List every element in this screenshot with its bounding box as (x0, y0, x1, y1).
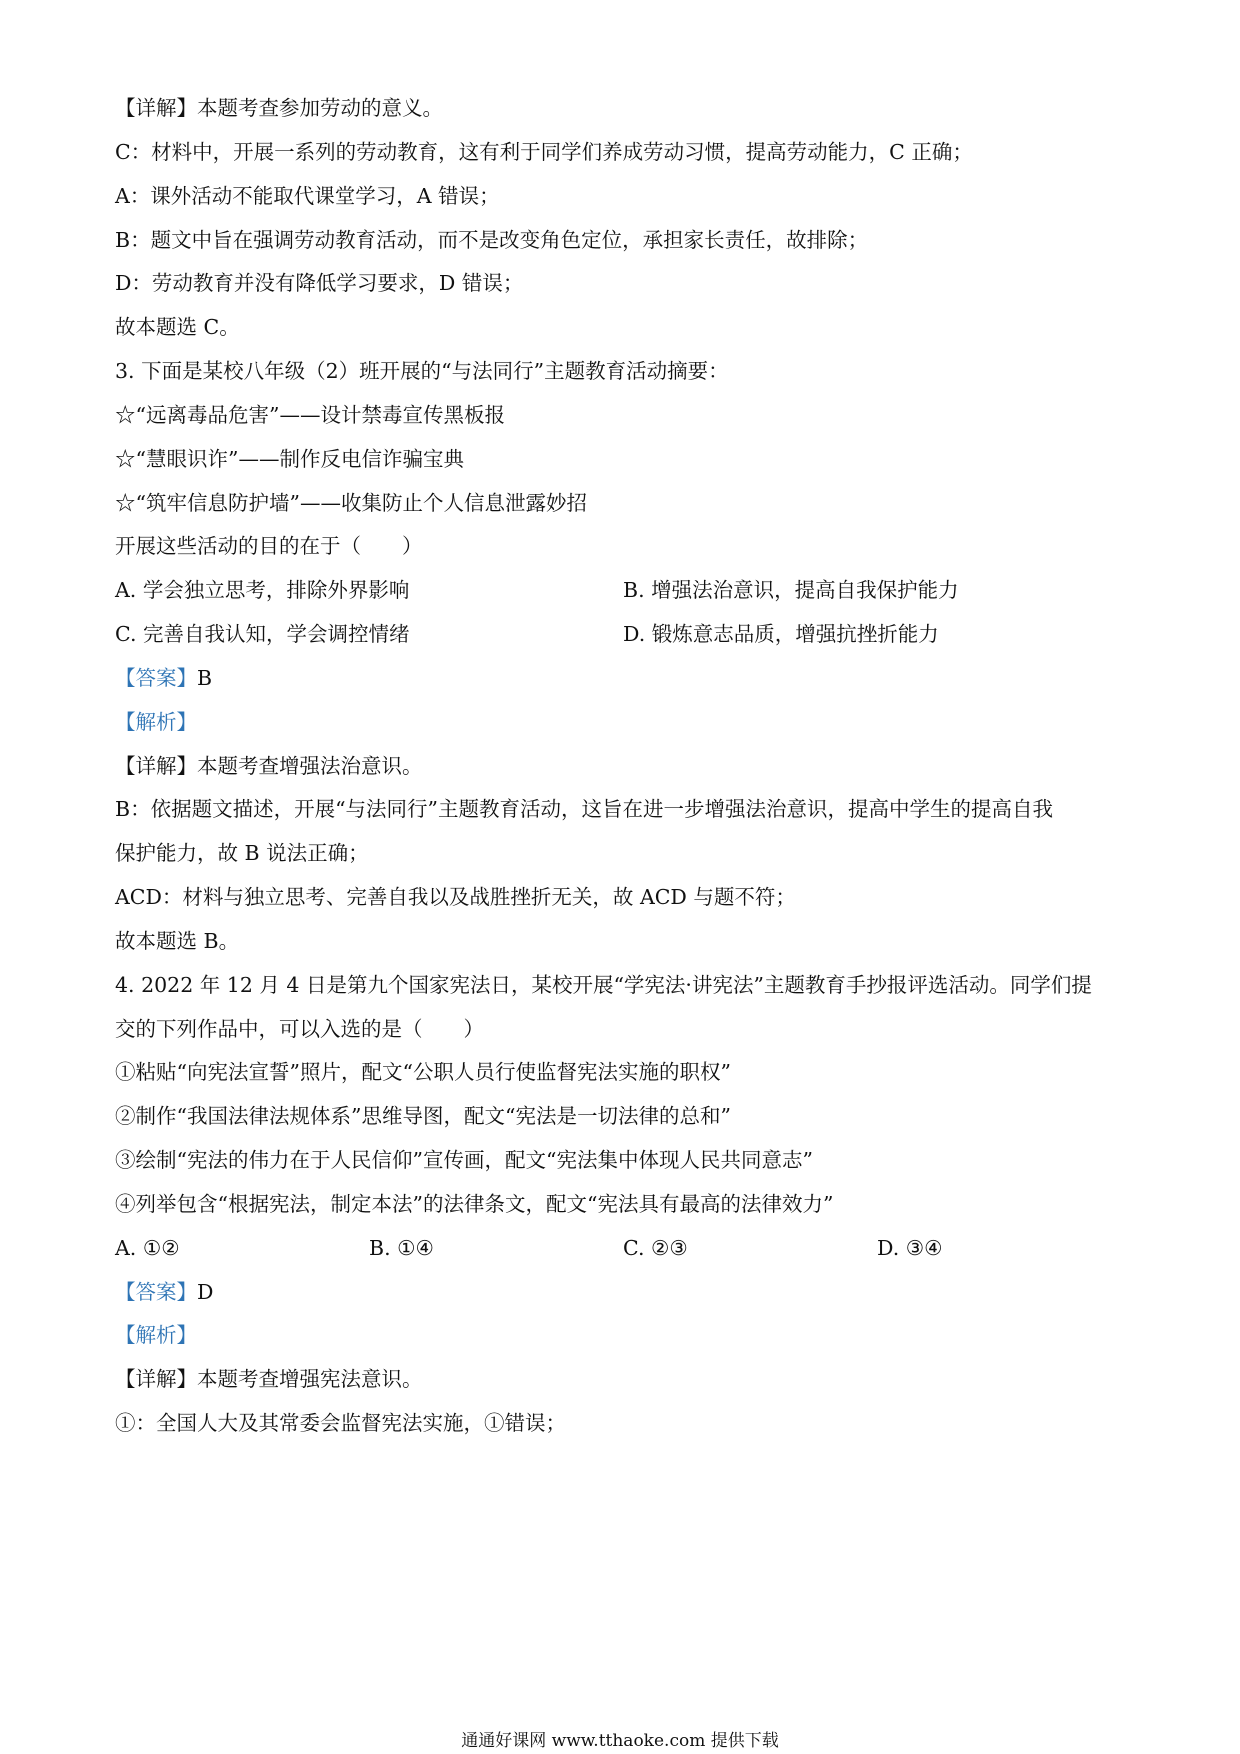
q3-item: ☆“筑牢信息防护墙”——收集防止个人信息泄露妙招 (115, 491, 587, 515)
q4-item: ③绘制“宪法的伟力在于人民信仰”宣传画，配文“宪法集中体现人民共同意志” (115, 1148, 813, 1172)
q4-option-c: C. ②③ (623, 1236, 688, 1260)
q3-item: ☆“慧眼识诈”——制作反电信诈骗宝典 (115, 447, 464, 471)
q2-option-d-analysis: D：劳动教育并没有降低学习要求，D 错误； (115, 271, 524, 295)
q3-detail: 【详解】本题考查增强法治意识。 (115, 754, 423, 778)
q3-option-a: A. 学会独立思考，排除外界影响 (115, 578, 410, 602)
q4-detail: 【详解】本题考查增强宪法意识。 (115, 1367, 423, 1391)
q2-option-b-analysis: B：题文中旨在强调劳动教育活动，而不是改变角色定位，承担家长责任，故排除； (115, 228, 869, 252)
q4-item: ①粘贴“向宪法宣誓”照片，配文“公职人员行使监督宪法实施的职权” (115, 1060, 731, 1084)
answer-value: B (197, 666, 213, 690)
footer-download-note: 通通好课网 www.tthaoke.com 提供下载 (461, 1731, 779, 1751)
q4-stem-line2: 交的下列作品中，可以入选的是（ ） (115, 1017, 484, 1041)
q4-option-a: A. ①② (115, 1236, 180, 1260)
answer-label: 【答案】 (115, 1280, 197, 1304)
q3-acd-analysis: ACD：材料与独立思考、完善自我以及战胜挫折无关，故 ACD 与题不符； (115, 885, 796, 909)
q3-stem: 3. 下面是某校八年级（2）班开展的“与法同行”主题教育活动摘要： (115, 359, 729, 383)
q4-analysis-label: 【解析】 (115, 1323, 197, 1347)
q2-detail: 【详解】本题考查参加劳动的意义。 (115, 96, 443, 120)
q4-item: ④列举包含“根据宪法，制定本法”的法律条文，配文“宪法具有最高的法律效力” (115, 1192, 834, 1216)
q2-option-c-analysis: C：材料中，开展一系列的劳动教育，这有利于同学们养成劳动习惯，提高劳动能力，C 正确； (115, 140, 973, 164)
q4-answer (115, 1278, 213, 1306)
q4-item: ②制作“我国法律法规体系”思维导图，配文“宪法是一切法律的总和” (115, 1104, 731, 1128)
q3-b-analysis-line1: B：依据题文描述，开展“与法同行”主题教育活动，这旨在进一步增强法治意识，提高中学生的提高自我 (115, 797, 1054, 821)
q3-option-c: C. 完善自我认知，学会调控情绪 (115, 622, 410, 646)
answer-label: 【答案】 (115, 666, 197, 690)
q4-option-b: B. ①④ (369, 1236, 434, 1260)
q2-option-a-analysis: A：课外活动不能取代课堂学习，A 错误； (115, 184, 500, 208)
q3-item: ☆“远离毒品危害”——设计禁毒宣传黑板报 (115, 403, 505, 427)
q3-option-d: D. 锻炼意志品质，增强抗挫折能力 (623, 622, 939, 646)
q2-conclusion: 故本题选 C。 (115, 315, 240, 339)
q3-option-b: B. 增强法治意识，提高自我保护能力 (623, 578, 959, 602)
q4-stem-line1: 4. 2022 年 12 月 4 日是第九个国家宪法日，某校开展“学宪法·讲宪法”主题教育手抄报评选活动。同学们提 (115, 973, 1092, 997)
q3-b-analysis-line2: 保护能力，故 B 说法正确； (115, 841, 369, 865)
q3-analysis-label: 【解析】 (115, 710, 197, 734)
q3-question: 开展这些活动的目的在于（ ） (115, 534, 423, 558)
q4-option-d: D. ③④ (877, 1236, 943, 1260)
q4-item-one-analysis: ①：全国人大及其常委会监督宪法实施，①错误； (115, 1411, 566, 1435)
q3-conclusion: 故本题选 B。 (115, 929, 240, 953)
answer-value: D (197, 1280, 214, 1304)
q3-answer (115, 664, 212, 692)
